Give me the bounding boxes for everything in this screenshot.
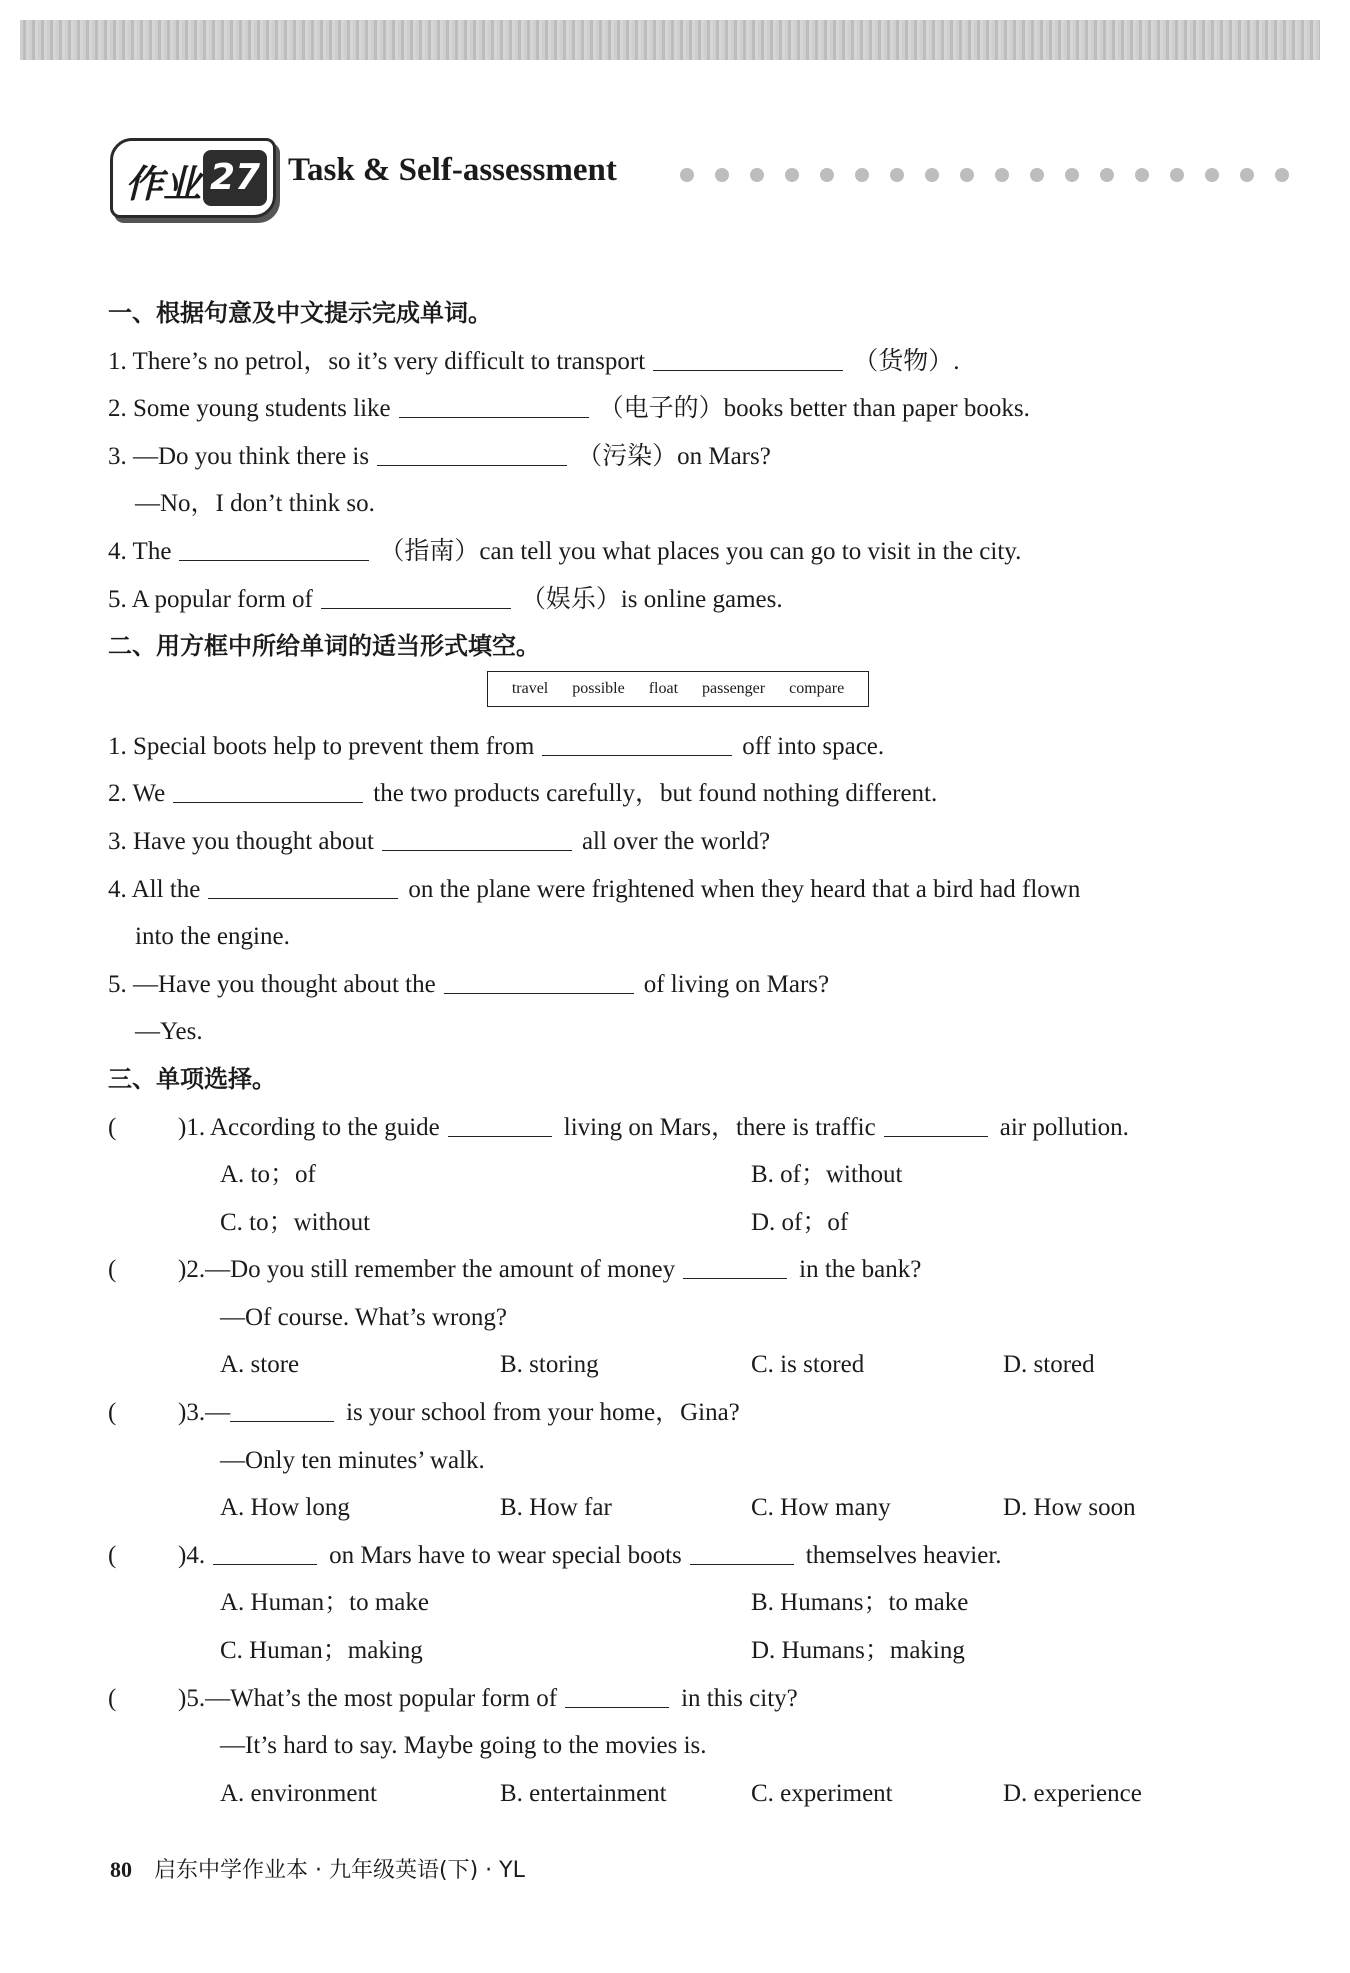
page-footer xyxy=(110,1853,525,1884)
question-text: living on Mars，there is traffic xyxy=(563,1113,876,1141)
question-text: 1. Special boots help to prevent them from xyxy=(108,732,535,760)
option-c[interactable]: C. to；without xyxy=(220,1208,371,1236)
question-text: — xyxy=(205,1399,231,1427)
question-text: 1. There’s no petrol，so it’s very difficult to transport xyxy=(108,347,646,375)
question-hint: （电子的）books better than paper books. xyxy=(598,395,1030,423)
answer-blank[interactable] xyxy=(208,870,398,899)
question-hint: （娱乐）is online games. xyxy=(520,585,783,613)
question-number: )2. xyxy=(178,1256,206,1284)
option-b[interactable]: B. Humans；to make xyxy=(751,1589,969,1617)
word-bank-item: float xyxy=(648,679,679,697)
s1-question-3 xyxy=(108,433,1278,481)
option-a[interactable]: A. environment xyxy=(220,1779,377,1807)
mc-question-5-reply xyxy=(108,1722,1278,1770)
option-b[interactable]: B. How far xyxy=(500,1494,612,1522)
mc-question-3 xyxy=(108,1389,1278,1437)
option-c[interactable]: C. is stored xyxy=(751,1351,865,1379)
s2-question-5 xyxy=(108,961,1278,1009)
question-text: air pollution. xyxy=(999,1113,1129,1141)
dialogue-reply: —Of course. What’s wrong? xyxy=(220,1303,507,1331)
mc-options-5 xyxy=(108,1770,1278,1818)
option-b[interactable]: B. of；without xyxy=(751,1161,903,1189)
question-text: 4. The xyxy=(108,537,172,565)
section-2-title: 二、用方框中所给单词的适当形式填空。 xyxy=(108,632,540,661)
mc-question-3-reply xyxy=(108,1437,1278,1485)
question-text-after: all over the world? xyxy=(581,827,771,855)
question-text: in this city? xyxy=(681,1684,798,1712)
mc-options-1 xyxy=(108,1151,1278,1199)
s1-question-4 xyxy=(108,528,1278,576)
s1-question-5 xyxy=(108,576,1278,624)
answer-blank[interactable] xyxy=(179,532,369,561)
word-bank-item: compare xyxy=(789,679,845,697)
option-d[interactable]: D. experience xyxy=(1003,1779,1142,1807)
book-title: 启东中学作业本 · 九年级英语(下) · YL xyxy=(154,1858,525,1883)
answer-blank xyxy=(230,1393,334,1422)
question-text: 5. —Have you thought about the xyxy=(108,970,436,998)
answer-blank[interactable] xyxy=(399,389,589,418)
option-d[interactable]: D. Humans；making xyxy=(751,1637,965,1665)
s2-question-5-reply: —Yes. xyxy=(135,1018,203,1046)
option-d[interactable]: D. How soon xyxy=(1003,1494,1136,1522)
question-text: 2. Some young students like xyxy=(108,395,391,423)
question-text: on Mars have to wear special boots xyxy=(329,1541,682,1569)
mc-options-4b xyxy=(108,1627,1278,1675)
answer-blank[interactable] xyxy=(382,822,572,851)
s2-question-2 xyxy=(108,770,1278,818)
dialogue-reply: —Only ten minutes’ walk. xyxy=(220,1446,485,1474)
option-d[interactable]: D. of；of xyxy=(751,1208,849,1236)
option-a[interactable]: A. to；of xyxy=(220,1161,316,1189)
word-bank xyxy=(487,671,869,707)
answer-blank xyxy=(690,1536,794,1565)
s1-question-2 xyxy=(108,385,1278,433)
section-3-title: 三、单项选择。 xyxy=(108,1064,276,1093)
assignment-badge xyxy=(110,138,276,218)
word-bank-item: travel xyxy=(511,679,549,697)
word-bank-row xyxy=(108,671,1278,723)
answer-blank[interactable] xyxy=(173,774,363,803)
question-text: in the bank? xyxy=(799,1256,922,1284)
question-text: 3. Have you thought about xyxy=(108,827,374,855)
question-number: )3. xyxy=(178,1399,206,1427)
page-title: Task & Self-assessment xyxy=(288,152,617,188)
mc-question-2-reply xyxy=(108,1294,1278,1342)
s2-question-3 xyxy=(108,818,1278,866)
answer-blank xyxy=(565,1679,669,1708)
question-text: themselves heavier. xyxy=(805,1541,1002,1569)
question-text: 5. A popular form of xyxy=(108,585,313,613)
answer-blank[interactable] xyxy=(542,727,732,756)
answer-bracket[interactable]: ( xyxy=(108,1399,117,1427)
answer-bracket[interactable]: ( xyxy=(108,1256,117,1284)
option-b[interactable]: B. entertainment xyxy=(500,1779,667,1807)
option-c[interactable]: C. experiment xyxy=(751,1779,893,1807)
question-text: 3. —Do you think there is xyxy=(108,442,370,470)
answer-blank xyxy=(213,1536,317,1565)
question-hint: （指南）can tell you what places you can go to visit in the city. xyxy=(379,537,1022,565)
question-text: 2. We xyxy=(108,780,166,808)
word-bank-item: passenger xyxy=(702,679,766,697)
answer-blank xyxy=(884,1108,988,1137)
answer-blank[interactable] xyxy=(653,342,843,371)
question-number: )1. xyxy=(178,1113,206,1141)
question-text: —Do you still remember the amount of money xyxy=(205,1256,676,1284)
question-text: is your school from your home，Gina? xyxy=(346,1399,740,1427)
worksheet-content xyxy=(108,290,1278,1817)
option-c[interactable]: C. How many xyxy=(751,1494,891,1522)
mc-options-4 xyxy=(108,1579,1278,1627)
word-bank-item: possible xyxy=(572,679,625,697)
question-text-after: off into space. xyxy=(742,732,885,760)
option-d[interactable]: D. stored xyxy=(1003,1351,1095,1379)
question-number: )4. xyxy=(178,1541,206,1569)
mc-question-2 xyxy=(108,1246,1278,1294)
answer-bracket[interactable]: ( xyxy=(108,1541,117,1569)
answer-bracket[interactable]: ( xyxy=(108,1684,117,1712)
question-text: According to the guide xyxy=(209,1113,440,1141)
section-1-title: 一、根据句意及中文提示完成单词。 xyxy=(108,299,492,327)
page-number: 80 xyxy=(110,1857,132,1882)
question-text: 4. All the xyxy=(108,875,201,903)
answer-blank[interactable] xyxy=(444,965,634,994)
answer-bracket[interactable]: ( xyxy=(108,1113,117,1141)
question-text: —What’s the most popular form of xyxy=(205,1684,558,1712)
badge-label: 作业 xyxy=(125,162,202,206)
question-text-after: of living on Mars? xyxy=(643,970,830,998)
question-text-after: the two products carefully，but found nothing different. xyxy=(373,780,938,808)
question-number: )5. xyxy=(178,1684,206,1712)
option-b[interactable]: B. storing xyxy=(500,1351,599,1379)
s2-question-4 xyxy=(108,866,1278,914)
mc-question-4 xyxy=(108,1532,1278,1580)
s1-question-3-reply: —No，I don’t think so. xyxy=(135,490,375,518)
option-a[interactable]: A. How long xyxy=(220,1494,350,1522)
question-hint: （污染）on Mars? xyxy=(577,442,771,470)
badge-number: 27 xyxy=(203,150,267,206)
dialogue-reply: —It’s hard to say. Maybe going to the movies is. xyxy=(220,1732,707,1760)
answer-blank xyxy=(683,1250,787,1279)
top-decorative-band xyxy=(20,20,1320,60)
question-hint: （货物）. xyxy=(853,347,960,375)
mc-options-1b xyxy=(108,1199,1278,1247)
answer-blank xyxy=(448,1108,552,1137)
mc-question-1 xyxy=(108,1104,1278,1152)
option-c[interactable]: C. Human；making xyxy=(220,1637,423,1665)
s2-question-4-continued: into the engine. xyxy=(135,923,290,951)
question-text-after: on the plane were frightened when they heard that a bird had flown xyxy=(408,875,1081,903)
s2-question-1 xyxy=(108,723,1278,771)
decorative-dots xyxy=(680,168,1289,182)
mc-options-3 xyxy=(108,1484,1278,1532)
answer-blank[interactable] xyxy=(377,437,567,466)
answer-blank[interactable] xyxy=(321,580,511,609)
s1-question-1 xyxy=(108,338,1278,386)
option-a[interactable]: A. store xyxy=(220,1351,300,1379)
option-a[interactable]: A. Human；to make xyxy=(220,1589,429,1617)
mc-options-2 xyxy=(108,1341,1278,1389)
mc-question-5 xyxy=(108,1675,1278,1723)
